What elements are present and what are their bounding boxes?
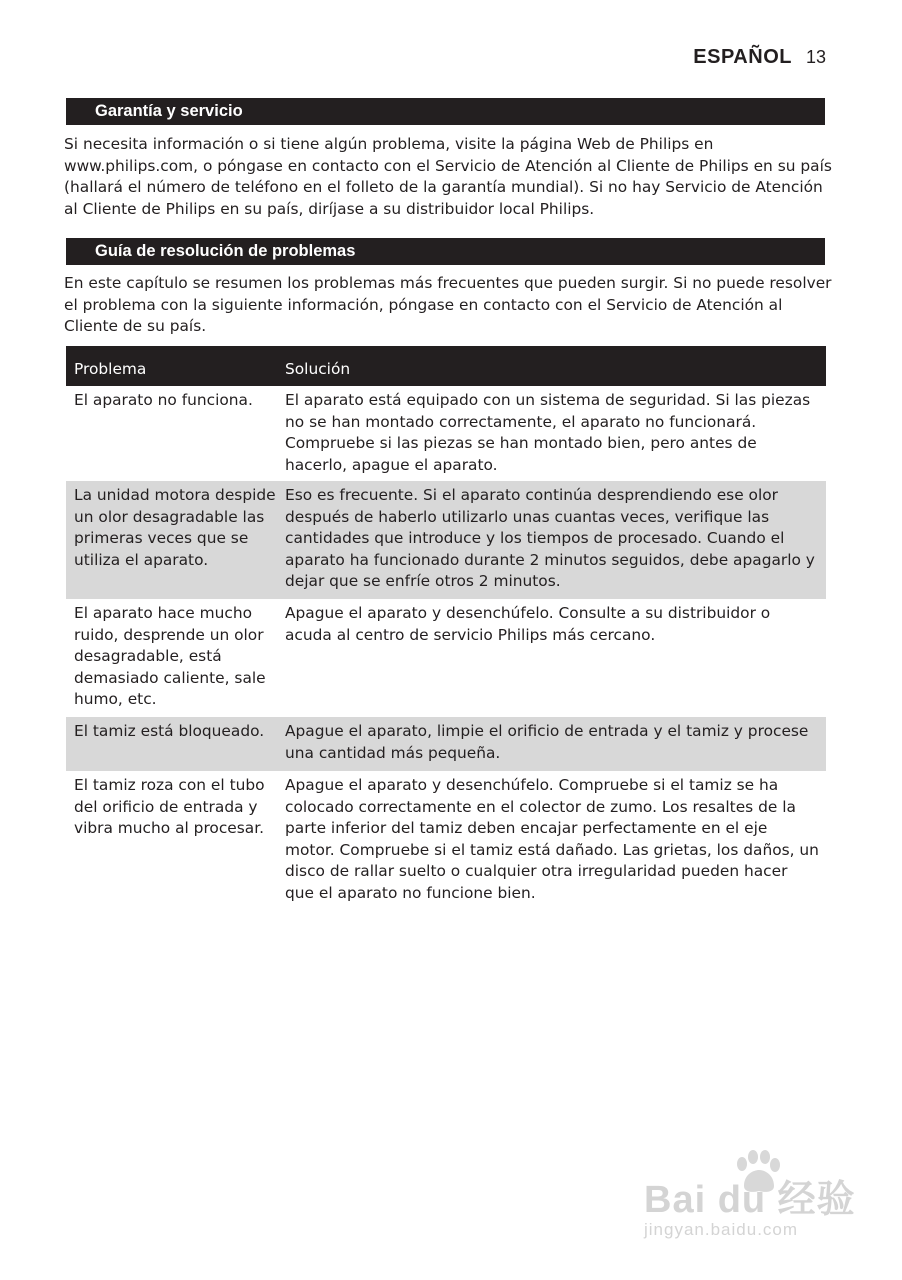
solution-cell: Eso es frecuente. Si el aparato continúa desprendiendo ese olor después de haberlo utilizarlo unas cuantas veces, verifique las cantidades que introduce y los tiempos de procesado. Cuando el aparato ha funcionado durante 2 minutos seguidos, debe apagarlo y dejar que se enfríe otros 2 minutos. <box>285 486 815 591</box>
watermark-brand: Bai du 经验 <box>644 1179 856 1221</box>
header-solution: Solución <box>285 360 351 379</box>
solution-cell: Apague el aparato y desenchúfelo. Consulte a su distribuidor o acuda al centro de servicio Philips más cercano. <box>285 604 771 644</box>
troubleshooting-intro: En este capítulo se resumen los problemas más frecuentes que pueden surgir. Si no puede resolver el problema con la siguiente información, póngase en contacto con el Servicio de Atención al Cliente de su país. <box>64 274 832 335</box>
language-label: ESPAÑOL <box>693 46 792 68</box>
warranty-paragraph <box>64 134 834 220</box>
page-header <box>693 46 826 69</box>
problem-cell: El tamiz está bloqueado. <box>74 722 265 740</box>
watermark-site: jingyan.baidu.com <box>644 1220 799 1239</box>
troubleshooting-section-title: Guía de resolución de problemas <box>66 238 825 265</box>
problem-cell: El tamiz roza con el tubo del orificio de entrada y vibra mucho al procesar. <box>74 776 265 838</box>
troubleshooting-table <box>66 346 826 911</box>
problem-cell: La unidad motora despide un olor desagradable las primeras veces que se utiliza el aparato. <box>74 486 276 569</box>
problem-cell: El aparato hace mucho ruido, desprende un olor desagradable, está demasiado caliente, sale humo, etc. <box>74 604 266 709</box>
table-row <box>66 717 826 771</box>
warranty-text-2: , o póngase en contacto con el Servicio de Atención al Cliente de Philips en su país (hallará el número de teléfono en el folleto de la garantía mundial). Si no hay Servicio de Atención al Cliente de Philips en su país, diríjase a su distribuidor local Philips. <box>64 156 832 218</box>
header-problem: Problema <box>74 360 147 379</box>
table-row <box>66 771 826 911</box>
baidu-watermark <box>640 1150 860 1250</box>
warranty-text-1: Si necesita información o si tiene algún problema, visite la página Web de Philips en <box>64 135 714 153</box>
warranty-section-title: Garantía y servicio <box>66 98 825 125</box>
table-row <box>66 386 826 481</box>
solution-cell: El aparato está equipado con un sistema de seguridad. Si las piezas no se han montado correctamente, el aparato no funcionará. Compruebe si las piezas se han montado bien, pero antes de hacerlo, apague el aparato. <box>285 391 811 474</box>
solution-cell: Apague el aparato y desenchúfelo. Compruebe si el tamiz se ha colocado correctamente en el colector de zumo. Los resaltes de la parte inferior del tamiz deben encajar perfectamente en el eje motor. Compruebe si el tamiz está dañado. Las grietas, los daños, un disco de rallar suelto o cualquier otra irregularidad pueden hacer que el aparato no funcione bien. <box>285 776 819 902</box>
table-row <box>66 599 826 717</box>
table-row <box>66 481 826 599</box>
philips-url-link[interactable]: www.philips.com <box>64 156 194 175</box>
problem-cell: El aparato no funciona. <box>74 391 253 409</box>
solution-cell: Apague el aparato, limpie el orificio de entrada y el tamiz y procese una cantidad más pequeña. <box>285 722 809 762</box>
table-header <box>66 346 826 386</box>
page-number: 13 <box>805 47 826 67</box>
